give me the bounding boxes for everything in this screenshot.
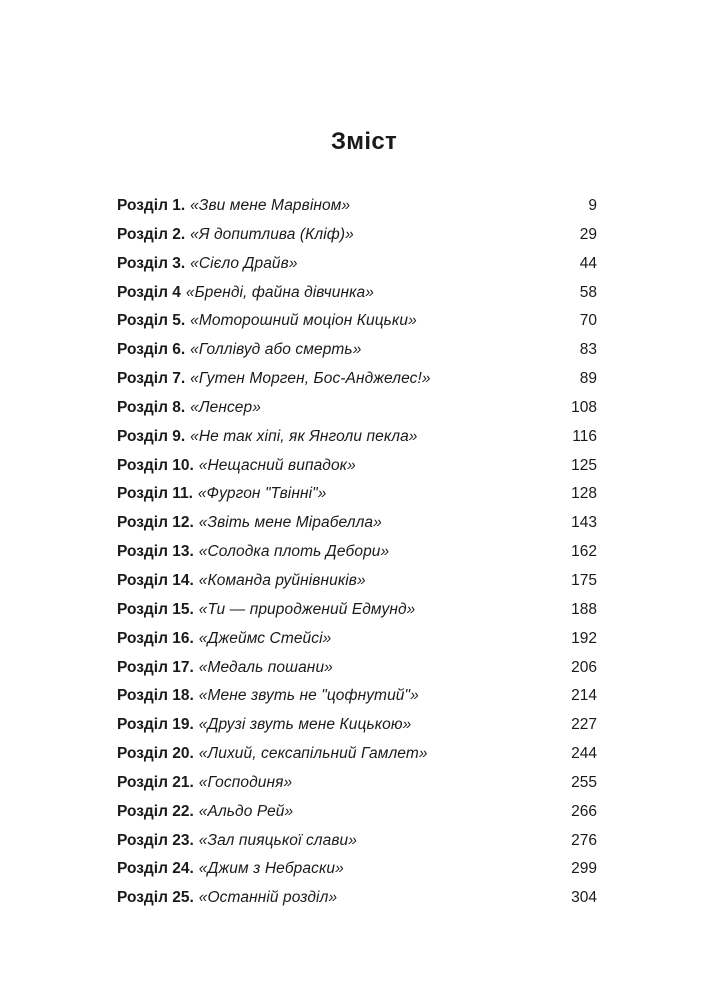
chapter-title: «Моторошний моціон Кицьки» <box>190 312 417 330</box>
page-number: 128 <box>571 485 597 503</box>
toc-entry <box>117 741 597 770</box>
chapter-title: «Сієло Драйв» <box>190 254 298 272</box>
page-number: 206 <box>571 658 597 676</box>
page-number: 108 <box>571 398 597 416</box>
toc-entry <box>117 193 597 222</box>
chapter-label: Розділ 1. <box>117 197 186 214</box>
page-number: 175 <box>571 571 597 589</box>
chapter-label: Розділ 16. <box>117 629 194 647</box>
page-number: 89 <box>579 370 597 388</box>
chapter-label: Розділ 11. <box>117 485 193 503</box>
toc-entry <box>117 453 597 482</box>
chapter-title: «Солодка плоть Дебори» <box>198 543 390 561</box>
page-number: 162 <box>571 543 597 561</box>
chapter-title: «Зви мене Марвіном» <box>190 197 351 214</box>
page-number: 58 <box>579 283 597 301</box>
chapter-label: Розділ 24. <box>117 860 194 878</box>
chapter-label: Розділ 25. <box>117 889 194 907</box>
chapter-title: «Бренді, файна дівчинка» <box>185 283 374 301</box>
chapter-label: Розділ 2. <box>117 225 186 243</box>
chapter-title: «Медаль пошани» <box>198 658 333 676</box>
chapter-label: Розділ 3. <box>117 254 186 272</box>
chapter-title: «Команда руйнівників» <box>198 571 366 589</box>
toc-entry <box>117 337 597 366</box>
chapter-title: «Зал пияцької слави» <box>198 831 357 849</box>
toc-entry <box>117 510 597 539</box>
page-number: 244 <box>571 745 597 763</box>
toc-entry <box>117 308 597 337</box>
page-number: 276 <box>571 831 597 849</box>
chapter-label: Розділ 23. <box>117 831 194 849</box>
toc-entry <box>117 683 597 712</box>
page-number: 83 <box>579 341 597 359</box>
toc-entry <box>117 799 597 828</box>
chapter-label: Розділ 5. <box>117 312 186 330</box>
toc-entry <box>117 568 597 597</box>
page-number: 299 <box>571 860 597 878</box>
toc-entry <box>117 424 597 453</box>
chapter-title: «Мене звуть не "цофнутий"» <box>198 687 419 705</box>
chapter-label: Розділ 7. <box>117 370 186 388</box>
chapter-label: Розділ 22. <box>117 802 194 820</box>
toc-entry <box>117 770 597 799</box>
chapter-title: «Ленсер» <box>190 398 261 416</box>
page-number: 227 <box>571 716 597 734</box>
chapter-title: «Джеймс Стейсі» <box>198 629 332 647</box>
chapter-title: «Звіть мене Мірабелла» <box>198 514 382 532</box>
chapter-label: Розділ 21. <box>117 773 194 791</box>
toc-entry <box>117 597 597 626</box>
chapter-title: «Фургон "Твінні"» <box>197 485 327 503</box>
page-number: 304 <box>571 889 597 907</box>
toc-entry <box>117 885 597 914</box>
chapter-title: «Я допитлива (Кліф)» <box>190 225 354 243</box>
chapter-title: «Господиня» <box>198 773 293 791</box>
page-number: 125 <box>571 456 597 474</box>
toc-entry <box>117 626 597 655</box>
chapter-label: Розділ 8. <box>117 398 186 416</box>
chapter-title: «Ти — природжений Едмунд» <box>198 600 416 618</box>
page-number: 214 <box>571 687 597 705</box>
page-number: 188 <box>571 600 597 618</box>
chapter-label: Розділ 6. <box>117 341 186 359</box>
chapter-label: Розділ 10. <box>117 456 194 474</box>
chapter-label: Розділ 13. <box>117 543 194 561</box>
page-title: Зміст <box>330 128 398 156</box>
table-of-contents <box>117 193 597 914</box>
page-number: 192 <box>571 629 597 647</box>
page-number: 266 <box>571 802 597 820</box>
chapter-title: «Не так хіпі, як Янголи пекла» <box>190 427 418 445</box>
chapter-title: «Лихий, сексапільний Гамлет» <box>198 745 428 763</box>
page-number: 143 <box>571 514 597 532</box>
chapter-title: «Нещасний випадок» <box>198 456 356 474</box>
chapter-label: Розділ 9. <box>117 427 186 445</box>
toc-entry <box>117 251 597 280</box>
page-number: 70 <box>579 312 597 330</box>
chapter-label: Розділ 17. <box>117 658 194 676</box>
chapter-label: Розділ 14. <box>117 571 194 589</box>
page-number: 255 <box>571 773 597 791</box>
chapter-title: «Голлівуд або смерть» <box>190 341 362 359</box>
chapter-title: «Останній розділ» <box>198 889 338 907</box>
chapter-title: «Друзі звуть мене Кицькою» <box>198 716 412 734</box>
chapter-label: Розділ 20. <box>117 745 194 763</box>
page-number: 29 <box>579 225 597 243</box>
toc-entry <box>117 539 597 568</box>
toc-entry <box>117 222 597 251</box>
chapter-title: «Гутен Морген, Бос-Анджелес!» <box>190 370 431 388</box>
page-number: 9 <box>588 197 597 214</box>
toc-entry <box>117 655 597 684</box>
page-number: 44 <box>579 254 597 272</box>
chapter-label: Розділ 19. <box>117 716 194 734</box>
toc-entry <box>117 856 597 885</box>
page-number: 116 <box>572 427 597 445</box>
toc-entry <box>117 712 597 741</box>
toc-entry <box>117 828 597 857</box>
chapter-title: «Джим з Небраски» <box>198 860 344 878</box>
toc-entry <box>117 280 597 309</box>
chapter-label: Розділ 18. <box>117 687 194 705</box>
chapter-label: Розділ 12. <box>117 514 194 532</box>
chapter-title: «Альдо Рей» <box>198 802 294 820</box>
chapter-label: Розділ 4 <box>117 283 181 301</box>
chapter-label: Розділ 15. <box>117 600 194 618</box>
toc-entry <box>117 481 597 510</box>
toc-entry <box>117 395 597 424</box>
toc-entry <box>117 366 597 395</box>
